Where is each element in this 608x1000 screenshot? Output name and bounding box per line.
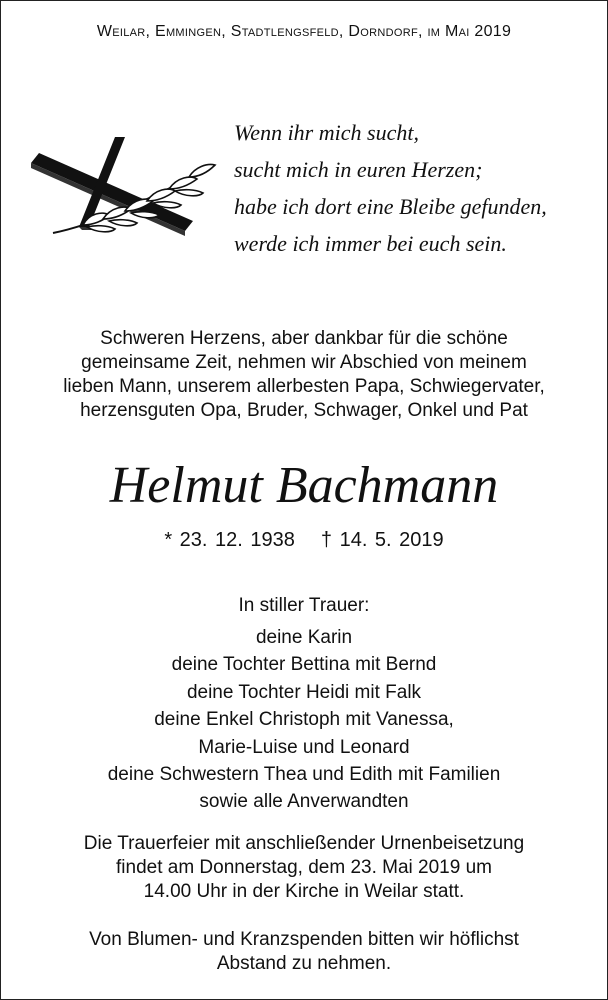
birth-date: * 23. 12. 1938: [164, 529, 295, 551]
mourner-line: sowie alle Anverwandten: [199, 791, 409, 813]
mourner-line: deine Karin: [255, 627, 353, 648]
mourners-heading: In stiller Trauer:: [238, 595, 370, 616]
mourner-line: deine Enkel Christoph mit Vanessa,: [154, 709, 454, 731]
life-dates: [1, 527, 607, 553]
death-date: † 14. 5. 2019: [320, 529, 444, 551]
intro-text: [1, 327, 607, 423]
mourner-line: deine Tochter Heidi mit Falk: [186, 681, 422, 703]
deceased-name: Helmut Bachmann: [109, 457, 499, 514]
funeral-service-info: [1, 832, 607, 904]
poem-line: Wenn ihr mich sucht,: [234, 120, 419, 145]
cross-with-palm-branch-icon: [23, 133, 223, 243]
places-and-date: Weilar, Emmingen, Stadtlengsfeld, Dorndorf, im Mai 2019: [96, 23, 512, 40]
intro-line: gemeinsame Zeit, nehmen wir Abschied von meinem: [81, 352, 527, 373]
ceremony-line: 14.00 Uhr in der Kirche in Weilar statt.: [143, 881, 465, 902]
intro-line: lieben Mann, unserem allerbesten Papa, Schwiegervater,: [63, 376, 545, 397]
mourner-line: deine Schwestern Thea und Edith mit Familien: [107, 764, 501, 786]
poem-line: werde ich immer bei euch sein.: [234, 231, 507, 256]
mourners-list: [1, 624, 607, 816]
ceremony-line: findet am Donnerstag, dem 23. Mai 2019 um: [116, 857, 492, 878]
poem: [234, 114, 547, 262]
donations-line: Abstand zu nehmen.: [216, 953, 392, 974]
mourner-line: Marie-Luise und Leonard: [198, 736, 410, 758]
poem-line: habe ich dort eine Bleibe gefunden,: [234, 194, 547, 219]
donations-line: Von Blumen- und Kranzspenden bitten wir höflichst: [89, 929, 519, 950]
intro-line: herzensguten Opa, Bruder, Schwager, Onkel und Pat: [80, 400, 528, 421]
mourner-line: deine Tochter Bettina mit Bernd: [171, 654, 437, 676]
intro-line: Schweren Herzens, aber dankbar für die schöne: [100, 328, 508, 349]
donations-note: [1, 928, 607, 976]
ceremony-line: Die Trauerfeier mit anschließender Urnenbeisetzung: [83, 833, 525, 854]
poem-line: sucht mich in euren Herzen;: [234, 157, 483, 182]
